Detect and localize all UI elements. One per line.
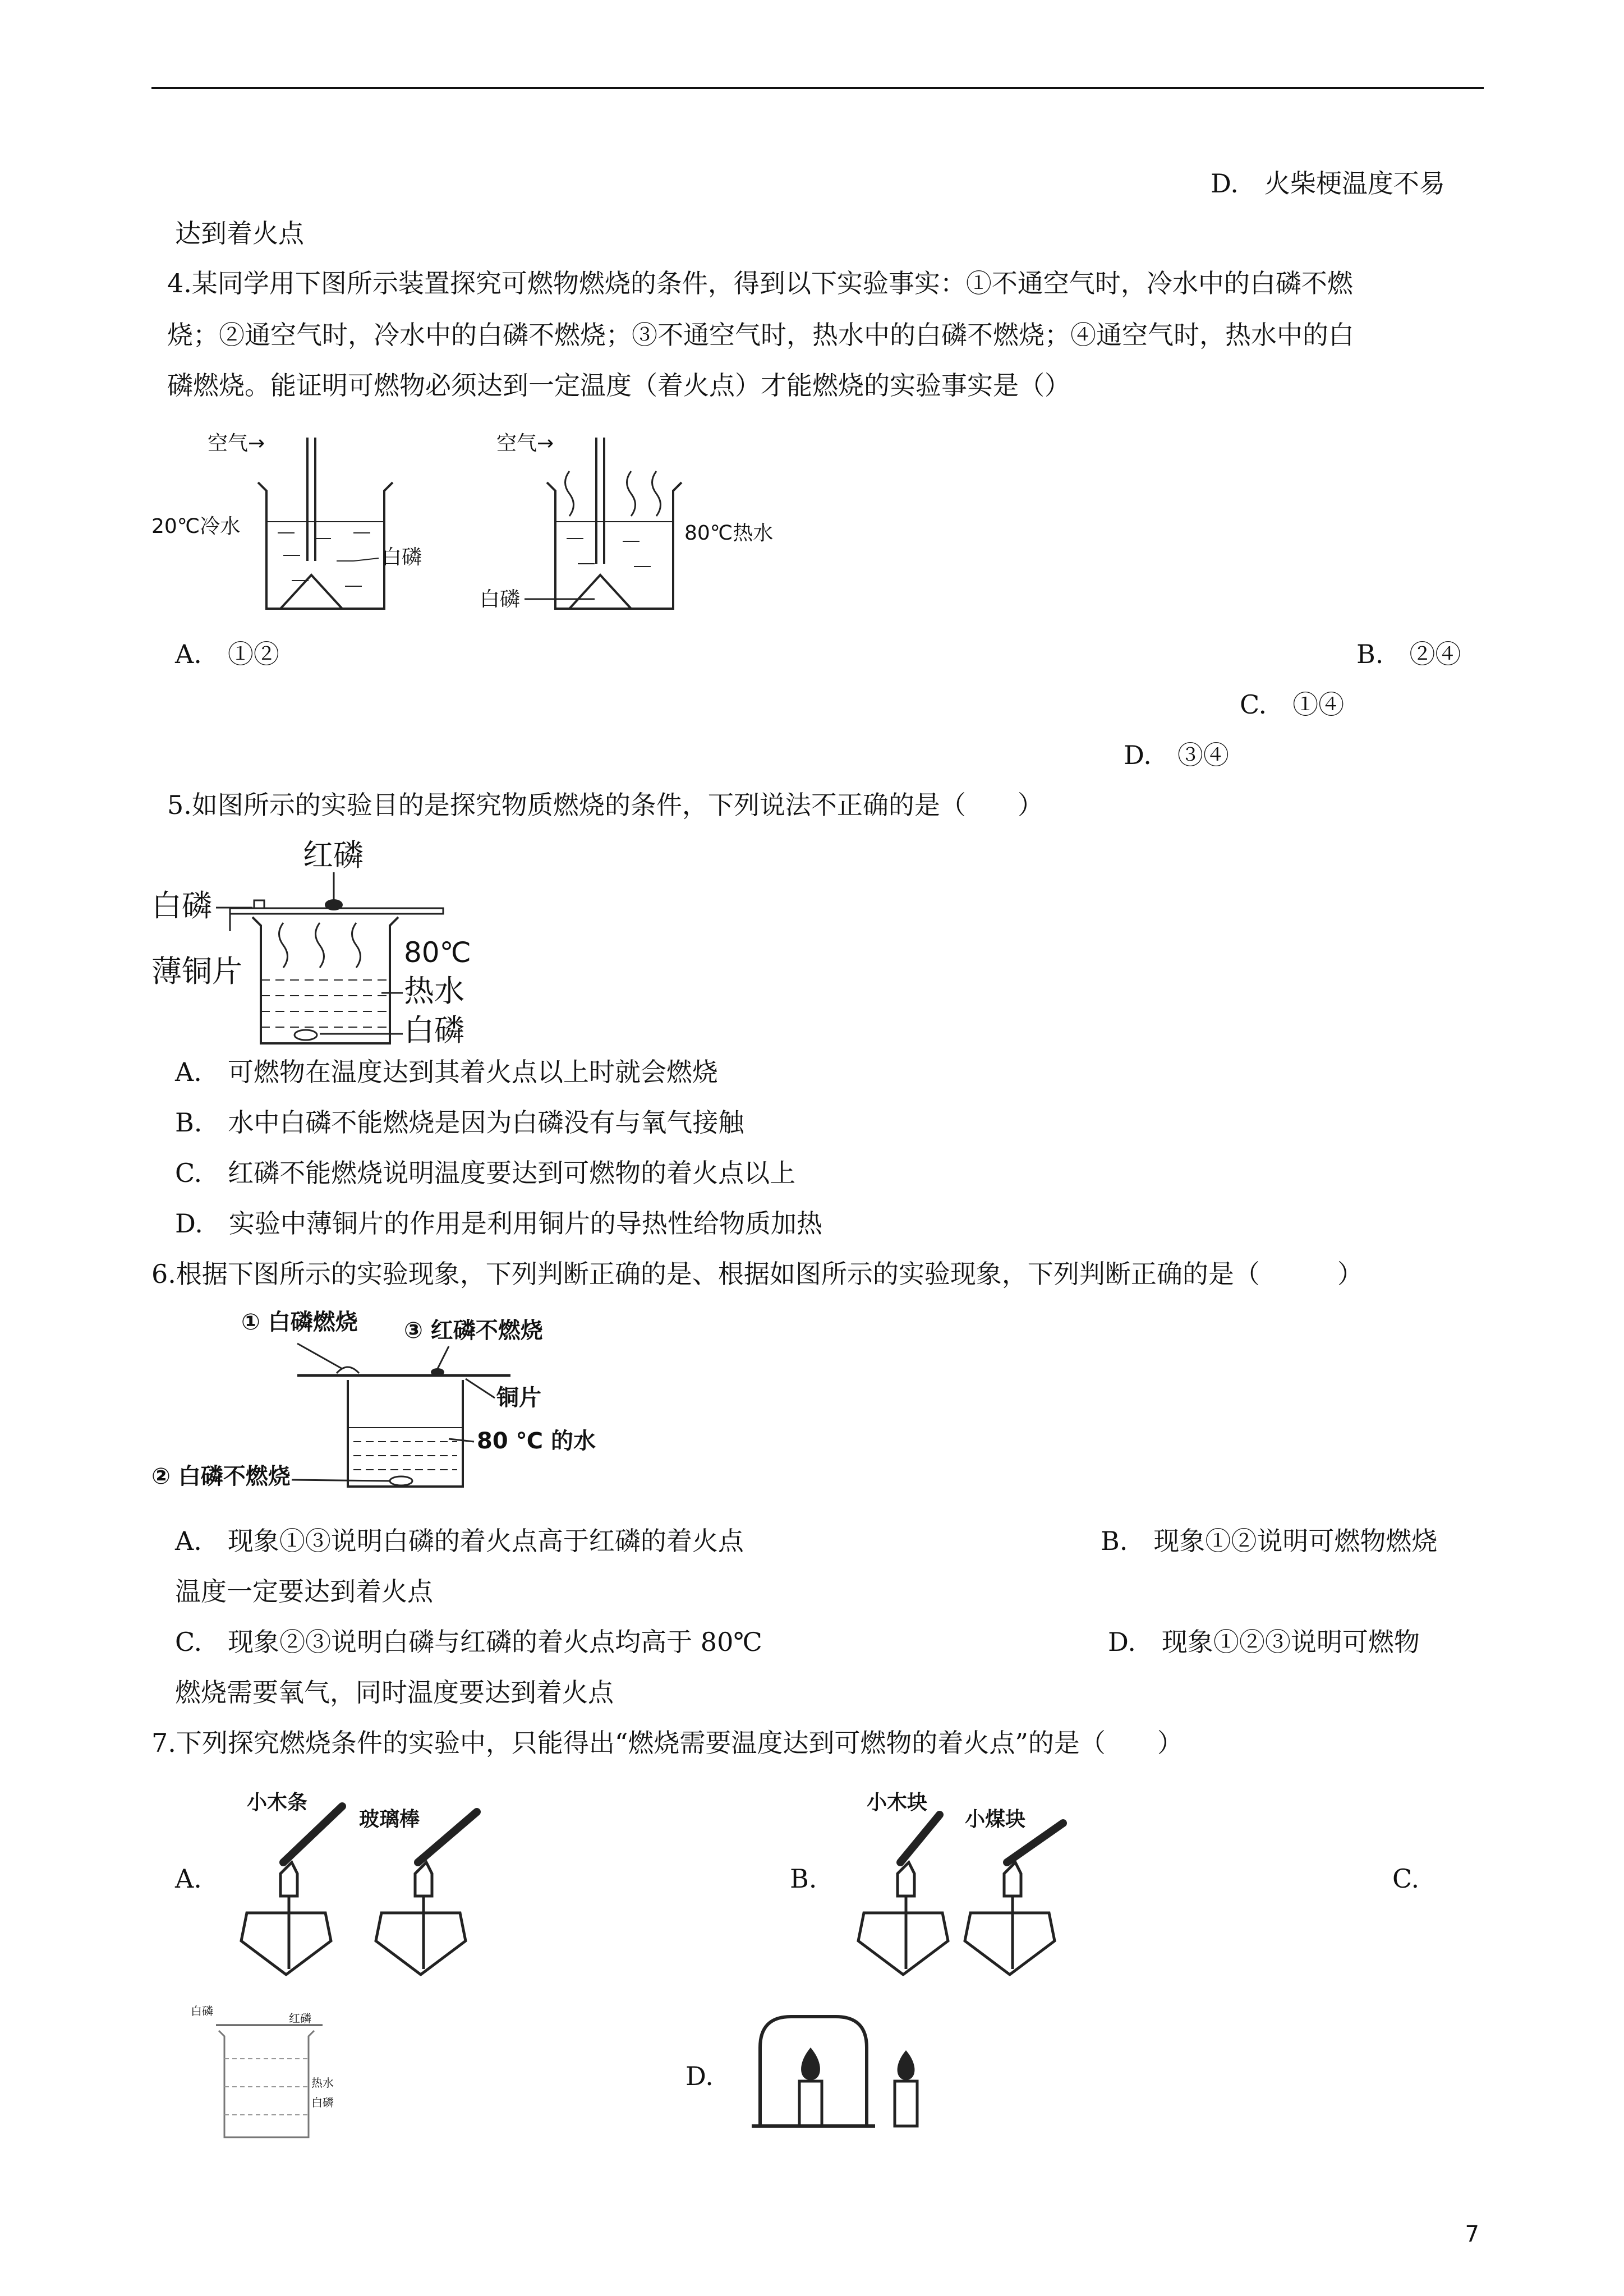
q6-label-3: ③ 红磷不燃烧: [404, 1318, 543, 1343]
q7-option-b-figure: [844, 1784, 1114, 1980]
q6-label-1: ① 白磷燃烧: [241, 1309, 358, 1335]
q7-c-hot-water-label: 热水: [311, 2076, 334, 2090]
q5-figure: [151, 833, 544, 1057]
q5-option-a: A. 可燃物在温度达到其着火点以上时就会燃烧: [175, 1057, 718, 1087]
q7-a-glass-label: 玻璃棒: [359, 1808, 420, 1831]
q5-white-phosphorus-bottom-label: 白磷: [404, 1013, 464, 1048]
q5-copper-sheet-label: 薄铜片: [151, 954, 242, 989]
q4-right-air-label: 空气→: [496, 432, 554, 455]
q7-option-c-figure: [191, 2003, 376, 2148]
q7-c-white-phosphorus-bottom-label: 白磷: [311, 2096, 334, 2109]
q3-option-d-cont: 达到着火点: [175, 218, 304, 249]
q7-option-a-label: A.: [175, 1864, 202, 1894]
q7-option-b-label: B.: [790, 1864, 817, 1894]
q7-b-wood-label: 小木块: [867, 1791, 928, 1814]
q3-option-d: D. 火柴梗温度不易: [1211, 168, 1445, 199]
q4-option-a: A. ①②: [175, 639, 279, 669]
q7-option-a-figure: [230, 1784, 510, 1980]
q4-left-phosphorus-label: 白磷: [381, 546, 422, 569]
q4-figure: [151, 421, 785, 623]
q4-stem-line3: 磷燃烧。能证明可燃物必须达到一定温度（着火点）才能燃烧的实验事实是（）: [167, 370, 1070, 401]
q5-stem: 5.如图所示的实验目的是探究物质燃烧的条件，下列说法不正确的是（ ）: [167, 790, 1043, 820]
q4-stem-line2: 烧；②通空气时，冷水中的白磷不燃烧；③不通空气时，热水中的白磷不燃烧；④通空气时，热水中的白: [167, 320, 1354, 350]
q4-stem-line1: 4.某同学用下图所示装置探究可燃物燃烧的条件，得到以下实验事实：①不通空气时，冷水中的白磷不燃: [167, 268, 1353, 298]
q7-option-c-label: C.: [1392, 1864, 1420, 1894]
q7-b-coal-label: 小煤块: [965, 1808, 1026, 1831]
q4-option-b: B. ②④: [1356, 639, 1461, 669]
q7-stem: 7.下列探究燃烧条件的实验中，只能得出“燃烧需要温度达到可燃物的着火点”的是（ ）: [151, 1728, 1183, 1758]
q4-left-water-label: 20℃冷水: [151, 515, 241, 538]
q4-option-c: C. ①④: [1240, 689, 1345, 720]
q4-hot-beaker: [547, 438, 682, 609]
q4-right-water-label: 80℃热水: [684, 522, 774, 545]
q7-c-red-phosphorus-label: 红磷: [289, 2012, 311, 2025]
q5-option-c: C. 红磷不能燃烧说明温度要达到可燃物的着火点以上: [175, 1158, 796, 1188]
q6-label-2: ② 白磷不燃烧: [151, 1464, 291, 1489]
q6-option-d: D. 现象①②③说明可燃物: [1108, 1627, 1420, 1657]
q4-option-d: D. ③④: [1124, 740, 1229, 770]
q4-left-air-label: 空气→: [208, 432, 265, 455]
q6-water-label: 80 ℃ 的水: [477, 1428, 596, 1454]
q4-right-phosphorus-label: 白磷: [480, 588, 521, 611]
q6-option-d-cont: 燃烧需要氧气，同时温度要达到着火点: [175, 1677, 614, 1708]
q5-option-d: D. 实验中薄铜片的作用是利用铜片的导热性给物质加热: [175, 1208, 822, 1239]
q7-c-white-phosphorus-label: 白磷: [191, 2004, 213, 2018]
q5-red-phosphorus-label: 红磷: [303, 838, 364, 873]
q6-option-b: B. 现象①②说明可燃物燃烧: [1101, 1526, 1438, 1556]
q4-cold-beaker: [258, 438, 393, 609]
q5-hot-water-label: 热水: [404, 973, 464, 1009]
q6-option-c: C. 现象②③说明白磷与红磷的着火点均高于 80℃: [175, 1627, 762, 1657]
q6-stem: 6.根据下图所示的实验现象，下列判断正确的是、根据如图所示的实验现象，下列判断正确的是（ ）: [151, 1259, 1363, 1289]
q6-figure: [151, 1301, 656, 1509]
q5-temp-label: 80℃: [404, 936, 471, 969]
q7-a-wood-label: 小木条: [247, 1791, 308, 1814]
q6-option-b-cont: 温度一定要达到着火点: [175, 1576, 433, 1607]
q7-option-d-label: D.: [686, 2061, 714, 2091]
q6-option-a: A. 现象①③说明白磷的着火点高于红磷的着火点: [175, 1526, 744, 1556]
q5-white-phosphorus-top-label: 白磷: [151, 888, 212, 923]
q6-copper-label: 铜片: [496, 1385, 541, 1411]
q5-option-b: B. 水中白磷不能燃烧是因为白磷没有与氧气接触: [175, 1107, 744, 1138]
header-rule: [151, 87, 1484, 89]
page-number: 7: [1465, 2221, 1479, 2247]
q7-option-d-figure: [752, 2008, 976, 2137]
